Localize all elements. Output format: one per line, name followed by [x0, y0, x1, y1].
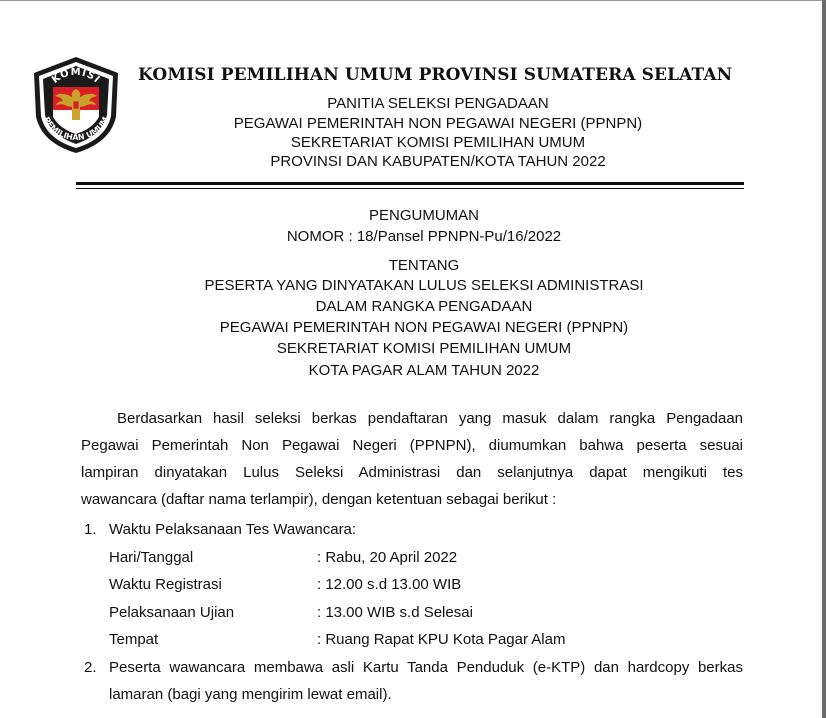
logo-top-text: KOMISI: [50, 66, 103, 86]
intro-line: lampiran dinyatakan Lulus Seleksi Administrasi dan selanjutnya dapat mengikuti tes: [81, 464, 743, 481]
item-number: 2.: [84, 659, 97, 676]
letterhead-divider-thin: [76, 188, 744, 189]
detail-value: : Ruang Rapat KPU Kota Pagar Alam: [317, 631, 566, 648]
detail-value: : 13.00 WIB s.d Selesai: [317, 604, 473, 621]
org-title: KOMISI PEMILIHAN UMUM PROVINSI SUMATERA SELATAN: [138, 65, 733, 85]
subject-line: KOTA PAGAR ALAM TAHUN 2022: [308, 362, 540, 379]
item-title: Waktu Pelaksanaan Tes Wawancara:: [109, 521, 357, 538]
announcement-about: TENTANG: [388, 257, 460, 274]
subject-line: SEKRETARIAT KOMISI PEMILIHAN UMUM: [276, 340, 572, 357]
item-line: lamaran (bagi yang mengirim lewat email).: [109, 686, 392, 703]
header-line: SEKRETARIAT KOMISI PEMILIHAN UMUM: [290, 134, 586, 151]
page-top-edge: [0, 0, 822, 1]
announcement-heading: PENGUMUMAN: [368, 207, 479, 224]
detail-key: Waktu Registrasi: [109, 576, 222, 593]
header-line: PANITIA SELEKSI PENGADAAN: [327, 95, 549, 112]
item-number: 1.: [84, 521, 97, 538]
subject-line: DALAM RANGKA PENGADAAN: [315, 298, 533, 315]
detail-key: Tempat: [109, 631, 159, 648]
item-line: Peserta wawancara membawa asli Kartu Tanda Penduduk (e-KTP) dan hardcopy berkas: [109, 659, 743, 676]
subject-line: PEGAWAI PEMERINTAH NON PEGAWAI NEGERI (PPNPN): [219, 319, 629, 336]
header-line: PROVINSI DAN KABUPATEN/KOTA TAHUN 2022: [270, 153, 606, 170]
letterhead-divider-thick: [76, 182, 744, 185]
announcement-number: NOMOR : 18/Pansel PPNPN-Pu/16/2022: [286, 228, 562, 245]
kpu-logo: [30, 55, 122, 155]
intro-line: wawancara (daftar nama terlampir), dengan ketentuan sebagai berikut :: [81, 491, 557, 508]
viewer-scroll-edge: [822, 0, 826, 718]
logo-bottom-text: PEMILIHAN UMUM: [41, 115, 111, 143]
detail-key: Pelaksanaan Ujian: [109, 604, 235, 621]
subject-line: PESERTA YANG DINYATAKAN LULUS SELEKSI ADMINISTRASI: [204, 277, 644, 294]
detail-key: Hari/Tanggal: [109, 549, 194, 566]
intro-line: Berdasarkan hasil seleksi berkas pendaftaran yang masuk dalam rangka Pengadaan: [117, 410, 743, 427]
intro-line: Pegawai Pemerintah Non Pegawai Negeri (PPNPN), diumumkan bahwa peserta sesuai: [81, 437, 743, 454]
detail-value: : Rabu, 20 April 2022: [317, 549, 458, 566]
detail-value: : 12.00 s.d 13.00 WIB: [317, 576, 462, 593]
header-line: PEGAWAI PEMERINTAH NON PEGAWAI NEGERI (PPNPN): [233, 115, 643, 132]
